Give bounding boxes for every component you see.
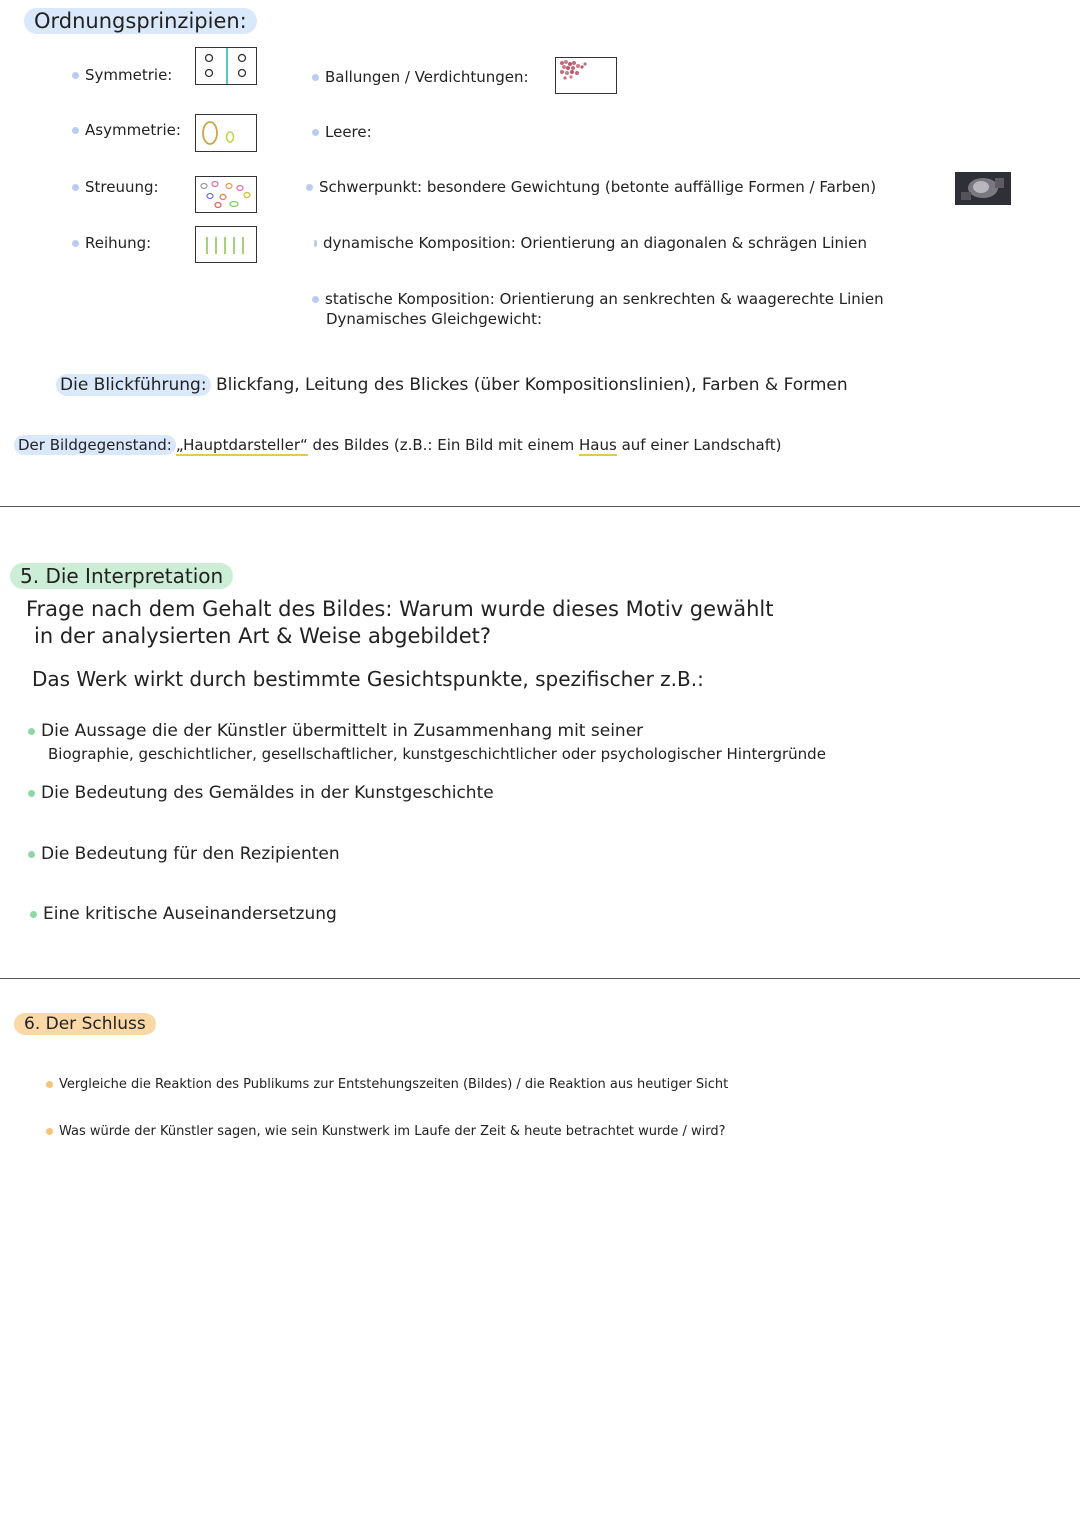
item-label: Asymmetrie: [85,121,181,139]
bullet-text: Die Bedeutung des Gemäldes in der Kunstgeschichte [41,783,494,803]
asymmetrie-sketch [195,114,257,152]
item-schwerpunkt [306,178,876,196]
section-title-ordnungsprinzipien: Ordnungsprinzipien: [24,8,257,34]
bullet-dot [306,184,313,191]
schwerpunkt-thumbnail-graphic [955,172,1011,205]
item-label: Reihung: [85,234,152,252]
bullet-dot [312,74,319,81]
bullet-text: Was würde der Künstler sagen, wie sein Kunstwerk im Laufe der Zeit & heute betrachtet wurde / wird? [59,1124,726,1139]
item-symmetrie [72,66,172,84]
streuung-sketch-graphic [196,177,256,212]
interpretation-line1: Frage nach dem Gehalt des Bildes: Warum wurde dieses Motiv gewählt [26,597,774,621]
bildgegenstand-text-b: auf einer Landschaft) [616,436,782,454]
reihung-sketch-graphic [196,227,256,262]
asymmetrie-sketch-graphic [196,115,256,151]
item-ballungen [312,68,529,86]
symmetrie-sketch [195,47,257,85]
item-label: Schwerpunkt: besondere Gewichtung (betonte auffällige Formen / Farben) [319,178,877,196]
interpretation-bullet-2 [28,783,494,803]
item-leere [312,123,372,141]
bullet-dot [314,240,317,247]
bullet-dot [72,127,79,134]
bullet-dot [28,851,35,858]
bullet-text: Eine kritische Auseinandersetzung [43,904,337,924]
symmetrie-sketch-graphic [196,48,256,84]
bullet-dot [30,911,37,918]
item-label: dynamische Komposition: Orientierung an diagonalen & schrägen Linien [323,234,867,252]
reihung-sketch [195,226,257,263]
item-dynamische-komposition [314,234,867,252]
blickfuehrung-text: Blickfang, Leitung des Blickes (über Kompositionslinien), Farben & Formen [215,375,848,395]
divider-1 [0,506,1080,507]
ballungen-sketch [555,57,617,94]
blickfuehrung-line [56,375,848,395]
section-title-schluss: 6. Der Schluss [14,1013,156,1035]
ballungen-sketch-graphic [556,58,616,93]
section-title-interpretation: 5. Die Interpretation [10,563,233,589]
schluss-bullet-1 [46,1077,728,1092]
bullet-dot [72,72,79,79]
bildgegenstand-label: Der Bildgegenstand: [14,435,176,455]
bullet-dot [28,790,35,797]
item-label: Leere: [325,123,372,141]
interpretation-bullet-3 [28,844,340,864]
bullet-dot [312,129,319,136]
interpretation-bullet-1 [28,721,643,741]
hauptdarsteller: „Hauptdarsteller“ [175,436,308,454]
item-label: Symmetrie: [85,66,173,84]
blickfuehrung-label: Die Blickführung: [56,374,211,396]
bullet-dot [28,728,35,735]
bildgegenstand-text-a: des Bildes (z.B.: Ein Bild mit einem [307,436,579,454]
bildgegenstand-line [14,436,781,454]
item-label: Ballungen / Verdichtungen: [325,68,529,86]
bullet-text: Vergleiche die Reaktion des Publikums zur Entstehungszeiten (Bildes) / die Reaktion aus heutiger Sicht [59,1077,729,1092]
bullet-dot [46,1081,53,1088]
schluss-bullet-2 [46,1124,726,1139]
item-label: Streuung: [85,178,159,196]
haus-word: Haus [579,436,617,454]
item-statische-komposition [312,290,884,308]
interpretation-line3: Das Werk wirkt durch bestimmte Gesichtspunkte, spezifischer z.B.: [32,667,704,691]
divider-2 [0,978,1080,979]
item-streuung [72,178,159,196]
item-reihung [72,234,151,252]
interpretation-bullet-1-cont: Biographie, geschichtlicher, gesellschaftlicher, kunstgeschichtlicher oder psychologischer Hintergründe [48,745,826,763]
dynamisches-gleichgewicht: Dynamisches Gleichgewicht: [326,310,543,328]
bullet-text: Die Bedeutung für den Rezipienten [41,844,340,864]
bullet-dot [72,184,79,191]
bullet-dot [312,296,319,303]
bullet-text: Die Aussage die der Künstler übermittelt in Zusammenhang mit seiner [41,721,644,741]
streuung-sketch [195,176,257,213]
schwerpunkt-thumbnail [955,172,1011,205]
item-label: statische Komposition: Orientierung an senkrechten & waagerechte Linien [325,290,884,308]
item-asymmetrie [72,121,181,139]
interpretation-line2: in der analysierten Art & Weise abgebildet? [34,624,492,648]
bullet-dot [46,1128,53,1135]
bullet-dot [72,240,79,247]
interpretation-bullet-4 [30,904,337,924]
